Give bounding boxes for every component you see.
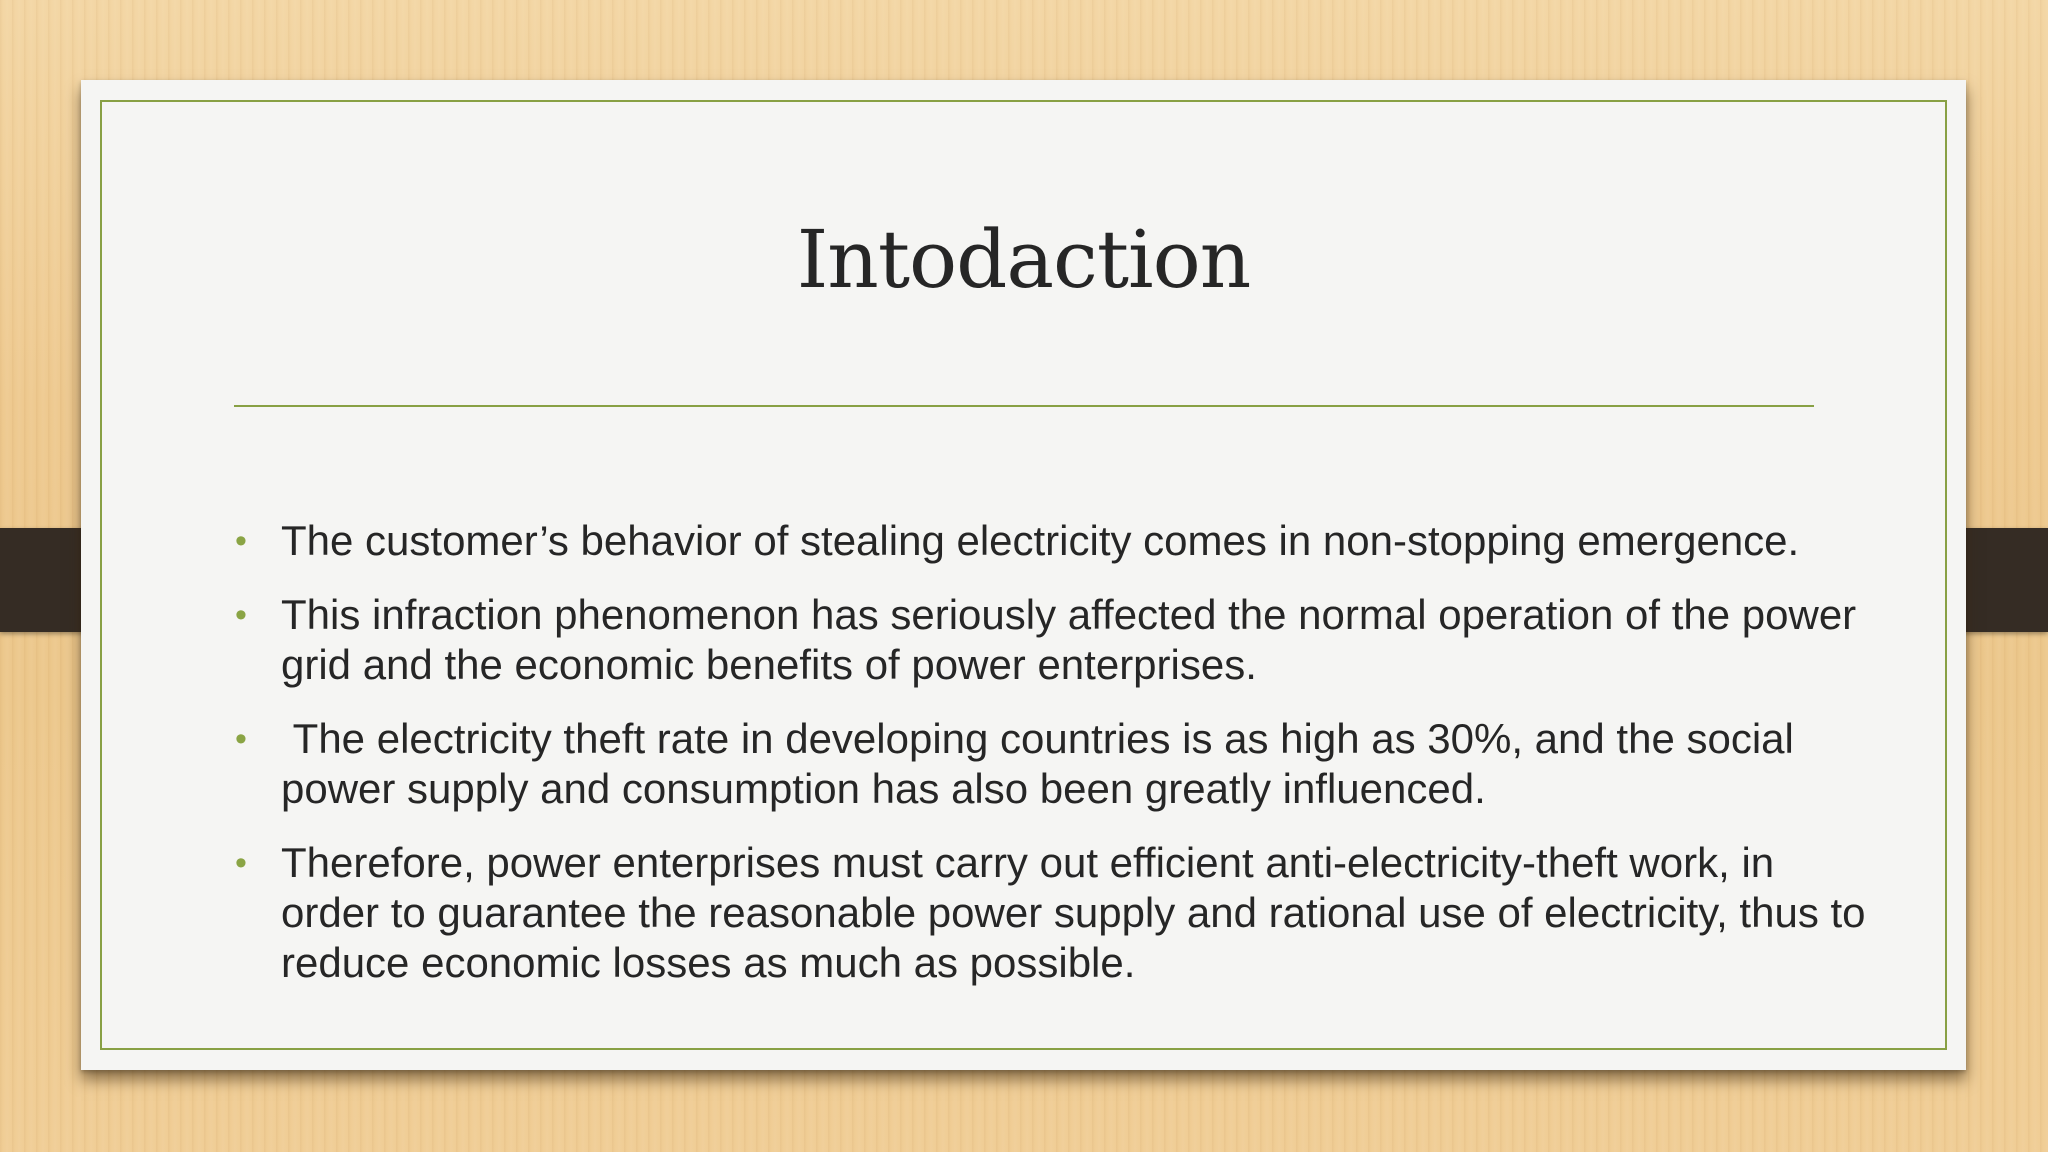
bullet-icon: •: [235, 720, 247, 758]
bullet-icon: •: [235, 596, 247, 634]
bullet-list: [234, 516, 1874, 1012]
bullet-text: The electricity theft rate in developing countries is as high as 30%, and the social power supply and consumption has also been greatly influenced.: [281, 715, 1806, 812]
bullet-text: The customer’s behavior of stealing electricity comes in non-stopping emergence.: [281, 517, 1800, 564]
bullet-item: [234, 590, 1874, 690]
title-divider: [234, 405, 1814, 407]
bullet-item: [234, 516, 1874, 566]
slide: [81, 80, 1966, 1070]
bullet-text: This infraction phenomenon has seriously affected the normal operation of the power grid and the economic benefits of power enterprises.: [281, 591, 1857, 688]
bullet-item: [234, 838, 1874, 988]
bullet-item: [234, 714, 1874, 814]
bullet-icon: •: [235, 522, 247, 560]
bullet-text: Therefore, power enterprises must carry out efficient anti-electricity-theft work, in order to guarantee the reasonable power supply and rational use of electricity, thus to reduce economic losses as much as possible.: [281, 839, 1866, 986]
slide-title: Intodaction: [796, 213, 1251, 306]
bullet-icon: •: [235, 844, 247, 882]
